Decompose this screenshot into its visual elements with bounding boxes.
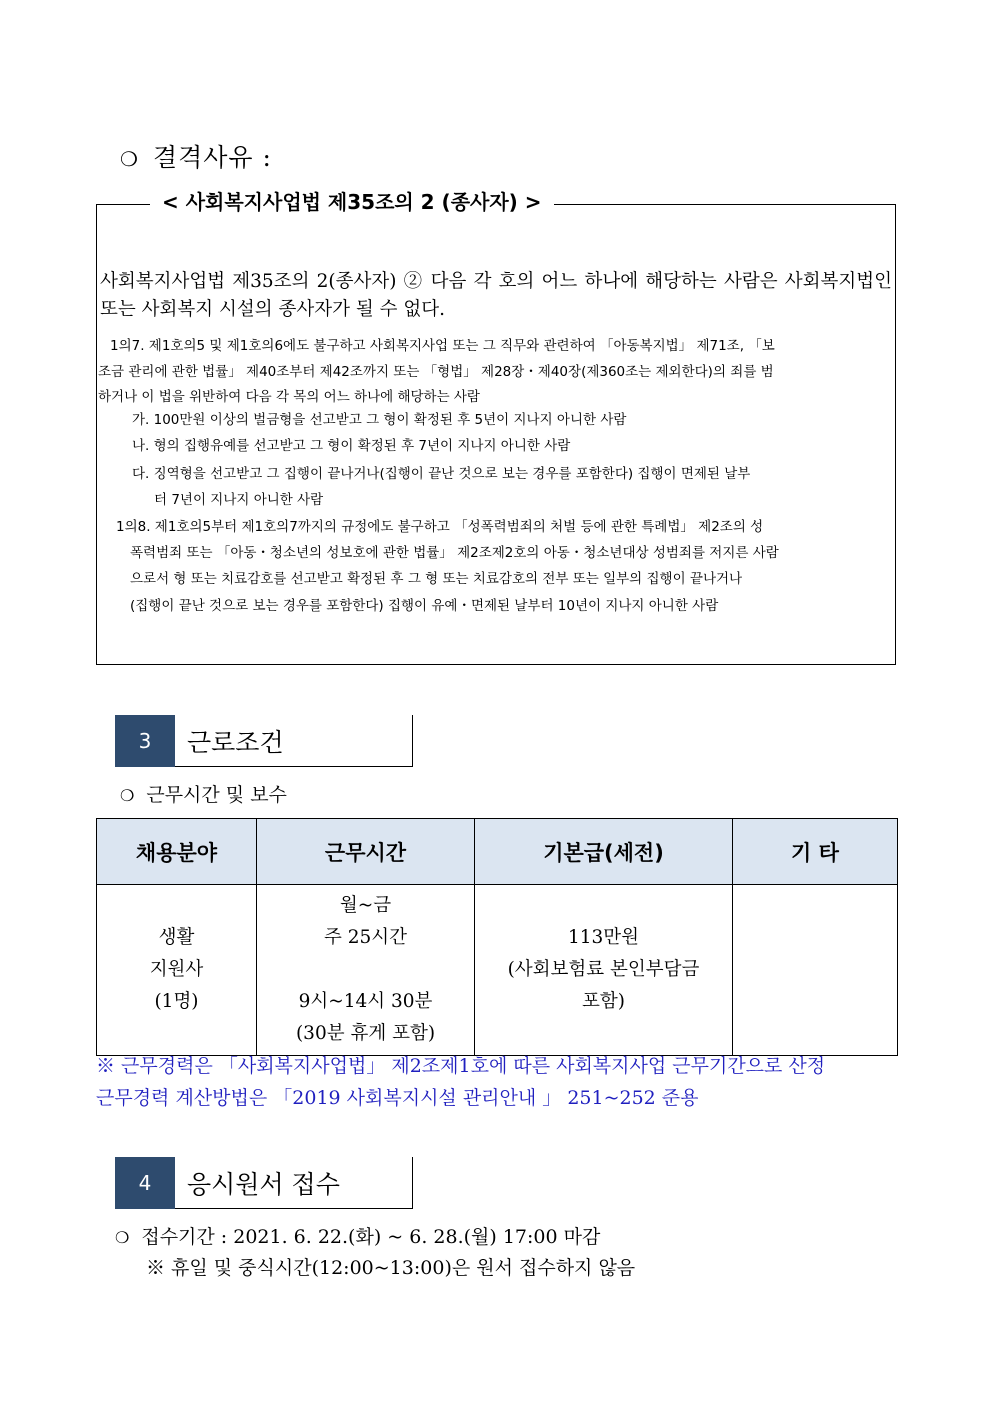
application-note: ※ 휴일 및 중식시간(12:00~13:00)은 원서 접수하지 않음: [146, 1257, 636, 1279]
law-item7-line2: 조금 관리에 관한 법률」 제40조부터 제42조까지 또는 「형법」 제28장・제40장(제360조는 제외한다)의 죄를 범: [98, 364, 774, 380]
law-item8-line3: 으로서 형 또는 치료감호를 선고받고 확정된 후 그 형 또는 치료감호의 전부 또는 일부의 집행이 끝나거나: [130, 571, 743, 587]
cell-line: (1명): [154, 991, 199, 1012]
application-period: 접수기간 : 2021. 6. 22.(화) ~ 6. 28.(월) 17:00 마감: [141, 1226, 601, 1248]
cell-line: 생활: [158, 927, 195, 948]
disqualification-heading: [120, 138, 272, 174]
section4-period: [115, 1222, 600, 1249]
law-sub-na: 나. 형의 집행유예를 선고받고 그 형이 확정된 후 7년이 지나지 아니한 사람: [132, 438, 571, 454]
circle-bullet-icon: ❍: [115, 1228, 130, 1247]
law-item7-line3: 하거나 이 법을 위반하여 다음 각 목의 어느 하나에 해당하는 사람: [98, 389, 480, 405]
etc-cell: [733, 885, 898, 1056]
section4-header: [115, 1157, 413, 1209]
cell-line: 포함): [582, 991, 625, 1012]
section3-number: 3: [115, 715, 175, 767]
field-cell: [97, 885, 257, 1056]
table-header-cell: 근무시간: [257, 819, 475, 885]
law-box-title: < 사회복지사업법 제35조의 2 (종사자) >: [150, 186, 554, 215]
section3-subtitle: 근무시간 및 보수: [146, 784, 287, 806]
table-header-cell: 기 타: [733, 819, 898, 885]
table-header-cell: 채용분야: [97, 819, 257, 885]
cell-line: 주 25시간: [323, 927, 408, 948]
law-sub-da-line1: 다. 징역형을 선고받고 그 집행이 끝나거나(집행이 끝난 것으로 보는 경우를 포함한다) 집행이 면제된 날부: [132, 466, 751, 482]
cell-line: 지원사: [149, 959, 204, 980]
career-note-line1: ※ 근무경력은 「사회복지사업법」 제2조제1호에 따른 사회복지사업 근무기간으로 산정: [96, 1055, 826, 1077]
law-item7-line1: 1의7. 제1호의5 및 제1호의6에도 불구하고 사회복지사업 또는 그 직무와 관련하여 「아동복지법」 제71조, 「보: [110, 338, 775, 354]
table-header-row: [97, 819, 898, 885]
circle-bullet-icon: ❍: [120, 786, 135, 805]
section3-title: 근로조건: [175, 715, 413, 767]
disqualification-title: 결격사유 :: [152, 143, 272, 172]
section4-title: 응시원서 접수: [175, 1157, 413, 1209]
section4-number: 4: [115, 1157, 175, 1209]
cell-line: 9시~14시 30분: [298, 991, 433, 1012]
career-note-line2: 근무경력 계산방법은 「2019 사회복지시설 관리안내 」 251~252 준용: [96, 1087, 699, 1109]
section3-header: [115, 715, 413, 767]
law-sub-ga: 가. 100만원 이상의 벌금형을 선고받고 그 형이 확정된 후 5년이 지나지 아니한 사람: [132, 412, 627, 428]
work-conditions-table: [96, 818, 898, 1056]
law-intro: 사회복지사업법 제35조의 2(종사자) ② 다음 각 호의 어느 하나에 해당하는 사람은 사회복지법인 또는 사회복지 시설의 종사자가 될 수 없다.: [100, 271, 892, 320]
cell-line: 113만원: [567, 927, 640, 948]
salary-cell: [475, 885, 733, 1056]
cell-line: (30분 휴게 포함): [295, 1023, 436, 1044]
table-row: [97, 885, 898, 1056]
law-item8-line4: (집행이 끝난 것으로 보는 경우를 포함한다) 집행이 유예・면제된 날부터 10년이 지나지 아니한 사람: [130, 598, 719, 614]
section3-subheading: [120, 780, 287, 807]
circle-bullet-icon: ❍: [120, 147, 139, 171]
cell-line: 월~금: [339, 895, 392, 916]
cell-line: (사회보험료 본인부담금: [507, 959, 700, 980]
hours-cell: [257, 885, 475, 1056]
table-header-cell: 기본급(세전): [475, 819, 733, 885]
law-item8-line2: 폭력범죄 또는 「아동・청소년의 성보호에 관한 법률」 제2조제2호의 아동・청소년대상 성범죄를 저지른 사람: [130, 545, 779, 561]
law-sub-da-line2: 터 7년이 지나지 아니한 사람: [154, 492, 324, 508]
law-item8-line1: 1의8. 제1호의5부터 제1호의7까지의 규정에도 불구하고 「성폭력범죄의 처벌 등에 관한 특례법」 제2조의 성: [116, 519, 764, 535]
cell-line: [257, 954, 474, 986]
